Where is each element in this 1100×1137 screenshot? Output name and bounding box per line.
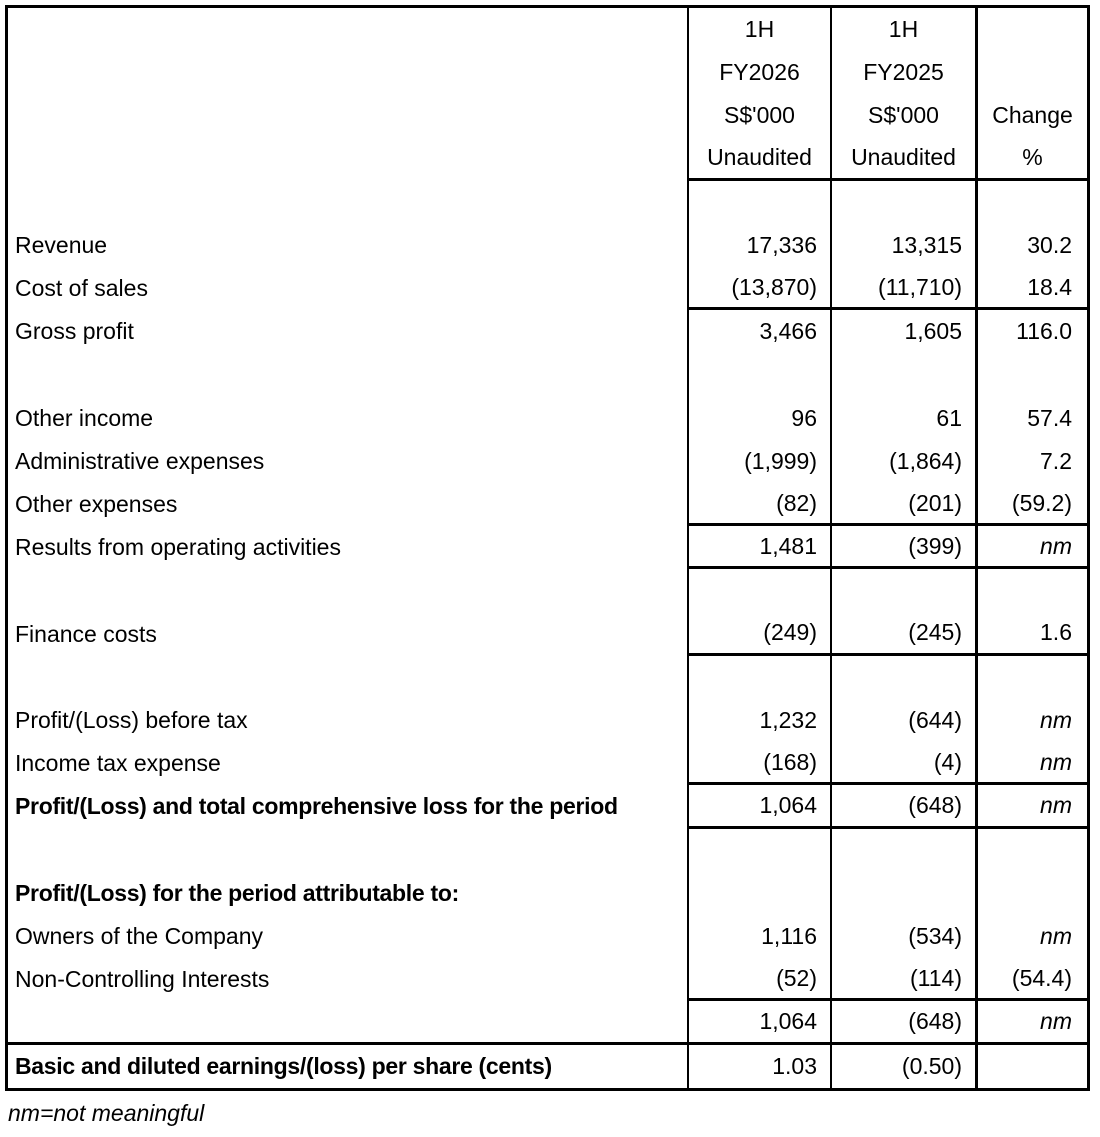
value-1h-fy2026: (52) [687,958,830,1001]
value-1h-fy2025: 1,605 [830,310,975,353]
value-change-pct [975,354,1087,397]
value-1h-fy2026: 1,116 [687,915,830,958]
value-1h-fy2025: (648) [830,785,975,828]
header-spacer-cell [8,94,687,137]
empty-cell [8,1001,687,1044]
value-change-pct [975,1045,1087,1088]
value-1h-fy2025: 13,315 [830,224,975,267]
value-1h-fy2026: (1,999) [687,440,830,483]
row-label: Basic and diluted earnings/(loss) per share (cents) [15,1052,552,1079]
value-1h-fy2025: (4) [830,742,975,785]
header-col-1h-fy2026: Unaudited [687,138,830,181]
row-label: Non-Controlling Interests [15,966,270,993]
row-label: Administrative expenses [15,447,265,474]
header-col-change-pct: Change [975,94,1087,137]
value-1h-fy2025: (644) [830,699,975,742]
value-change-pct: nm [975,915,1087,958]
value-1h-fy2025 [830,656,975,699]
row-label: Revenue [15,232,108,259]
value-change-pct [975,872,1087,915]
value-1h-fy2026: 1.03 [687,1045,830,1088]
income-statement-table [5,5,1090,1091]
header-col-change-pct: % [975,138,1087,181]
value-1h-fy2025: (534) [830,915,975,958]
value-1h-fy2025: (0.50) [830,1045,975,1088]
value-1h-fy2026: 96 [687,397,830,440]
value-1h-fy2025 [830,181,975,224]
header-spacer-cell [8,138,687,181]
header-col-1h-fy2025: S$'000 [830,94,975,137]
empty-cell [8,354,687,397]
empty-cell [8,181,687,224]
value-1h-fy2026: 1,064 [687,1001,830,1044]
header-col-1h-fy2026: S$'000 [687,94,830,137]
header-col-change-pct [975,8,1087,51]
value-1h-fy2025: (648) [830,1001,975,1044]
row-label: Owners of the Company [15,923,264,950]
value-1h-fy2026: (82) [687,483,830,526]
footnote-nm-definition: nm=not meaningful [8,1100,205,1126]
value-1h-fy2025 [830,354,975,397]
row-label: Results from operating activities [15,534,341,561]
header-col-1h-fy2026: 1H [687,8,830,51]
row-label: Gross profit [15,318,134,345]
value-change-pct: 30.2 [975,224,1087,267]
value-1h-fy2026: 1,481 [687,526,830,569]
value-1h-fy2026 [687,354,830,397]
value-1h-fy2026: (249) [687,613,830,656]
value-1h-fy2026 [687,569,830,612]
value-change-pct [975,829,1087,872]
empty-cell [8,829,687,872]
value-1h-fy2026: 3,466 [687,310,830,353]
header-col-1h-fy2026: FY2026 [687,51,830,94]
value-change-pct: 1.6 [975,613,1087,656]
value-1h-fy2025: (114) [830,958,975,1001]
header-col-1h-fy2025: 1H [830,8,975,51]
value-1h-fy2026 [687,656,830,699]
row-label: Income tax expense [15,750,221,777]
value-1h-fy2026: (13,870) [687,267,830,310]
value-change-pct: 18.4 [975,267,1087,310]
row-label: Profit/(Loss) for the period attributable to: [15,879,459,906]
header-col-1h-fy2025: Unaudited [830,138,975,181]
value-change-pct [975,569,1087,612]
value-1h-fy2026: 17,336 [687,224,830,267]
value-change-pct: 7.2 [975,440,1087,483]
value-1h-fy2025 [830,569,975,612]
row-label: Other income [15,404,154,431]
value-change-pct: nm [975,785,1087,828]
value-1h-fy2026 [687,181,830,224]
value-change-pct: nm [975,1001,1087,1044]
value-change-pct: nm [975,699,1087,742]
value-change-pct: 57.4 [975,397,1087,440]
value-1h-fy2025 [830,829,975,872]
value-1h-fy2025: 61 [830,397,975,440]
value-change-pct [975,656,1087,699]
value-1h-fy2026: 1,064 [687,785,830,828]
header-col-change-pct [975,51,1087,94]
value-change-pct: (59.2) [975,483,1087,526]
row-label: Profit/(Loss) before tax [15,707,248,734]
empty-cell [8,569,687,612]
value-1h-fy2026: (168) [687,742,830,785]
row-label: Finance costs [15,620,157,647]
row-label: Other expenses [15,491,178,518]
value-1h-fy2025: (245) [830,613,975,656]
header-col-1h-fy2025: FY2025 [830,51,975,94]
value-change-pct: nm [975,742,1087,785]
value-1h-fy2025: (399) [830,526,975,569]
value-1h-fy2025: (1,864) [830,440,975,483]
header-spacer-cell [8,51,687,94]
value-1h-fy2025 [830,872,975,915]
value-1h-fy2025: (11,710) [830,267,975,310]
value-1h-fy2025: (201) [830,483,975,526]
row-label: Cost of sales [15,275,148,302]
value-change-pct: (54.4) [975,958,1087,1001]
value-change-pct: 116.0 [975,310,1087,353]
value-change-pct: nm [975,526,1087,569]
value-change-pct [975,181,1087,224]
row-label: Profit/(Loss) and total comprehensive loss for the period [15,793,618,820]
header-spacer-cell [8,8,687,51]
empty-cell [8,656,687,699]
value-1h-fy2026 [687,829,830,872]
value-1h-fy2026 [687,872,830,915]
value-1h-fy2026: 1,232 [687,699,830,742]
